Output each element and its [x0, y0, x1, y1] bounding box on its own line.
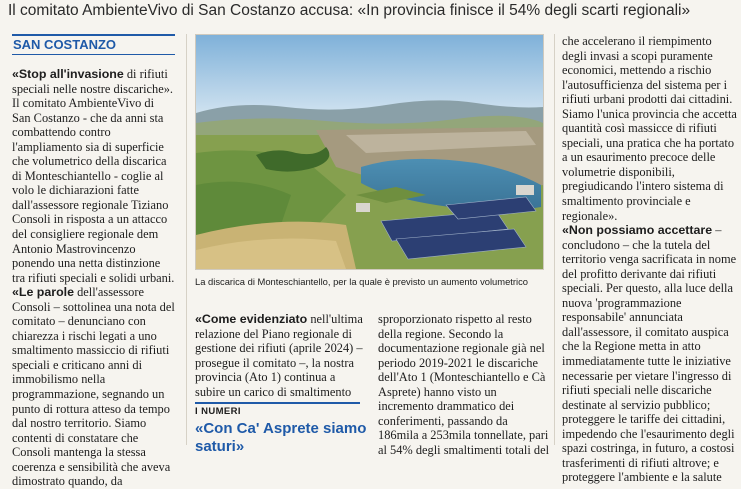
paragraph-text: dell'assessore Consoli – sottolinea una nota del comitato – denunciano con chiarezza i rischi legati a uno smaltimento massiccio di rifiuti speciali e criticano anni di immobilismo nella programmazione, segnando un punto di rottura atteso da tempo dal nostro territorio. Siamo contenti di constatare che Consoli mantenga la stessa coerenza e sensibilità che aveva dimostrato quando, da [12, 285, 175, 489]
paragraph [378, 312, 550, 457]
headline: Il comitato AmbienteVivo di San Costanzo accusa: «In provincia finisce il 54% degli scarti regionali» [8, 2, 691, 19]
paragraph-lead: «Non possiamo accettare [562, 223, 713, 238]
paragraph-text: – concludono – che la tutela del territorio venga sacrificata in nome del profitto derivante dai rifiuti speciali. Per questo, alla luce della nuova 'programmazione responsabile' annunciata dall'assessore, il comitato auspica che la Regione metta in atto immediatamente tutte le iniziative necessarie per vietare l'ingresso di rifiuti speciali nelle discariche destinate al servizio pubblico; proteggere le tariffe dei cittadini, impedendo che l'esaurimento degli spazi costringa, in futuro, a costosi trasferimenti di rifiuti altrove; e proteggere l'ambiente e la salute [562, 223, 737, 485]
column-divider [186, 34, 187, 445]
box-rule [195, 402, 360, 404]
paragraph-text: nell'ultima relazione del Piano regionale di gestione dei rifiuti (aprile 2024) – prosegue il comitato –, la nostra provincia (Ato 1) continua a subire un carico di smaltimento [195, 312, 363, 399]
column-divider [554, 34, 555, 445]
paragraph [562, 223, 738, 485]
box-title: «Con Ca' Asprete siamo saturi» [195, 420, 367, 455]
paragraph-lead: «Come evidenziato [195, 312, 308, 326]
article-column-3 [378, 312, 550, 457]
article-column-2 [195, 312, 363, 399]
landfill-photo [195, 34, 544, 270]
article-column-4 [562, 34, 738, 485]
box-label: I NUMERI [195, 406, 241, 417]
paragraph-text: sproporzionato rispetto al resto della regione. Secondo la documentazione regionale già nel periodo 2019-2021 le discariche dell'Ato 1 (Monteschiantello e Cà Asprete) hanno visto un incremento drammatico dei conferimenti, passando da 186mila a 253mila tonnellate, pari al 54% degli smaltimenti totali del [378, 312, 550, 457]
section-label: SAN COSTANZO [12, 34, 175, 55]
paragraph-text: di rifiuti speciali nelle nostre discariche». Il comitato AmbienteVivo di San Costanzo - che da anni sta combattendo contro l'ampliamento sia di superficie che volumetrico della discarica di Monteschiantello - coglie al volo le dichiarazioni fatte dall'assessore regionale Tiziano Consoli in risposta a un attacco del consigliere regionale dem Antonio Mastrovincenzo ponendo una netta distinzione tra rifiuti speciali e solidi urbani. [12, 67, 175, 285]
paragraph-lead: «Le parole [12, 285, 74, 300]
article-column-1 [12, 34, 175, 489]
paragraph-text: che accelerano il riempimento degli invasi a scopi puramente economici, mettendo a rischio l'autosufficienza del sistema per i rifiuti urbani prodotti dai cittadini. Siamo l'unica provincia che accetta quantità così massicce di rifiuti speciali, una pratica che ha portato a un esaurimento precoce delle volumetrie disponibili, pregiudicando l'intero sistema di smaltimento provinciale e regionale». [562, 34, 737, 223]
paragraph [12, 285, 175, 489]
paragraph [562, 34, 738, 223]
paragraph-lead: «Stop all'invasione [12, 67, 124, 81]
photo-caption: La discarica di Monteschiantello, per la quale è previsto un aumento volumetrico [195, 276, 528, 287]
paragraph [195, 312, 363, 399]
paragraph [12, 67, 175, 285]
